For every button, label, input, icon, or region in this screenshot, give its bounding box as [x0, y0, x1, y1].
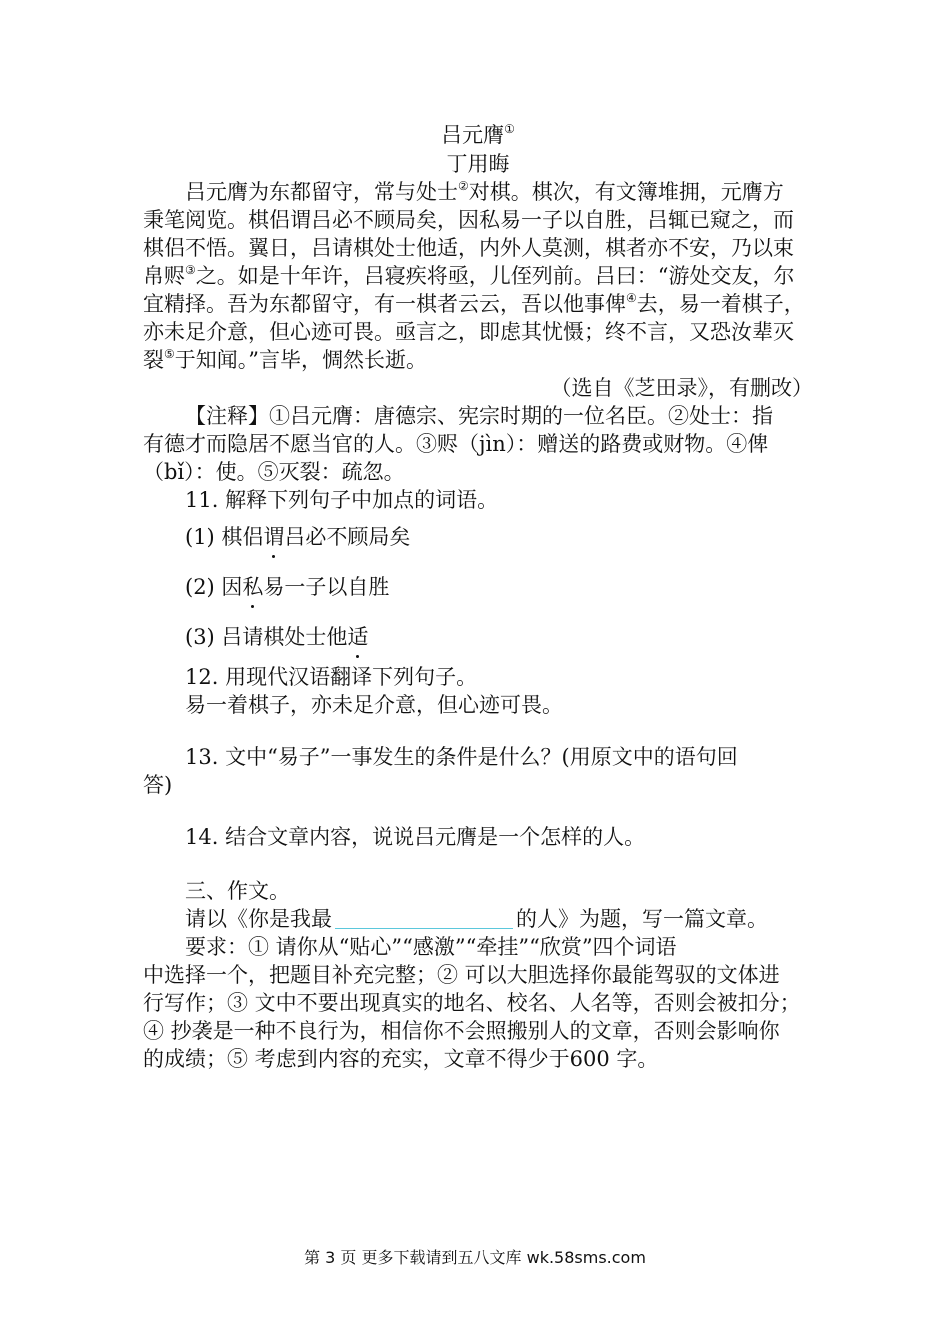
passage-text: 去，易一着棋子， — [636, 292, 805, 316]
title-note-marker: ① — [504, 122, 515, 136]
question-14: 14. 结合文章内容，说说吕元膺是一个怎样的人。 — [185, 825, 646, 849]
title-text: 吕元膺 — [441, 123, 505, 147]
passage-line-5 — [143, 290, 813, 318]
question-11-stem: 11. 解释下列句子中加点的词语。 — [185, 488, 499, 512]
passage-line-1 — [143, 178, 813, 206]
prompt-text: 的人》为题，写一篇文章。 — [516, 907, 768, 931]
essay-requirements-line-5: 的成绩；⑤ 考虑到内容的充实，文章不得少于600 字。 — [143, 1047, 659, 1071]
passage-title — [143, 121, 813, 149]
question-12-sentence: 易一着棋子，亦未足介意，但心迹可畏。 — [185, 693, 563, 717]
essay-requirements-line-4: ④ 抄袭是一种不良行为，相信你不会照搬别人的文章，否则会影响你 — [143, 1019, 780, 1043]
item-text: (1) 棋侣 — [185, 525, 264, 549]
item-text: 吕必不顾局矣 — [284, 525, 411, 549]
passage-line-2: 秉笔阅览。棋侣谓吕必不顾局矣，因私易一子以自胜，吕辄已窥之，而 — [143, 208, 794, 232]
prompt-text: 请以《你是我最 — [185, 907, 332, 931]
passage-text: 帛赆 — [143, 264, 185, 288]
passage-text: 对棋。棋次，有文簿堆拥，元膺方 — [468, 180, 784, 204]
passage-line-6: 亦未足介意，但心迹可畏。亟言之，即虑其忧慑；终不言，又恐汝辈灭 — [143, 320, 794, 344]
passage-line-7 — [143, 346, 813, 374]
notes-line-3: （bǐ）：使。⑤灭裂：疏忽。 — [143, 460, 405, 484]
item-text: (3) 吕请棋处士他 — [185, 625, 348, 649]
question-11-item-2 — [143, 573, 813, 601]
note-marker: ④ — [626, 291, 637, 305]
item-text: 易一子以自胜 — [263, 575, 390, 599]
question-13-line-2: 答) — [143, 773, 173, 797]
item-text: (2) 因 — [185, 575, 243, 599]
passage-text: 吕元膺为东都留守，常与处士 — [185, 180, 458, 204]
essay-requirements-line-1: 要求：① 请你从“贴心”“感激”“牵挂”“欣赏”四个词语 — [185, 935, 677, 959]
passage-text: 于知闻。”言毕，惆然长逝。 — [174, 348, 428, 372]
essay-heading: 三、作文。 — [185, 879, 290, 903]
question-11-item-3 — [143, 623, 813, 651]
dotted-word: 适 — [347, 625, 369, 649]
passage-line-4 — [143, 262, 813, 290]
source-citation: （选自《芝田录》，有删改） — [550, 376, 813, 400]
dotted-word: 谓 — [263, 525, 285, 549]
note-marker: ③ — [185, 263, 196, 277]
notes-line-1: 【注释】①吕元膺：唐德宗、宪宗时期的一位名臣。②处士：指 — [185, 404, 773, 428]
question-11-item-1 — [143, 523, 813, 551]
passage-line-3: 棋侣不悟。翼日，吕请棋处士他适，内外人莫测，棋者亦不安，乃以束 — [143, 236, 794, 260]
page-footer: 第 3 页 更多下载请到五八文库 wk.58sms.com — [304, 1248, 646, 1267]
passage-text: 裂 — [143, 348, 164, 372]
notes-line-2: 有德才而隐居不愿当官的人。③赆（jìn）：赠送的路费或财物。④俾 — [143, 432, 769, 456]
essay-requirements-line-2: 中选择一个，把题目补充完整；② 可以大胆选择你最能驾驭的文体进 — [143, 963, 780, 987]
passage-text: 之。如是十年许，吕寝疾将亟，儿侄列前。吕曰：“游处交友，尔 — [195, 264, 795, 288]
fill-in-blank[interactable] — [335, 908, 513, 929]
essay-prompt — [143, 905, 813, 933]
passage-author: 丁用晦 — [446, 152, 510, 176]
note-marker: ⑤ — [164, 347, 175, 361]
note-marker: ② — [458, 179, 469, 193]
question-12-stem: 12. 用现代汉语翻译下列句子。 — [185, 665, 478, 689]
dotted-word: 私 — [242, 575, 264, 599]
essay-requirements-line-3: 行写作；③ 文中不要出现真实的地名、校名、人名等，否则会被扣分； — [143, 991, 801, 1015]
question-13-line-1: 13. 文中“易子”一事发生的条件是什么？(用原文中的语句回 — [185, 745, 738, 769]
passage-text: 宜精择。吾为东都留守，有一棋者云云，吾以他事俾 — [143, 292, 626, 316]
